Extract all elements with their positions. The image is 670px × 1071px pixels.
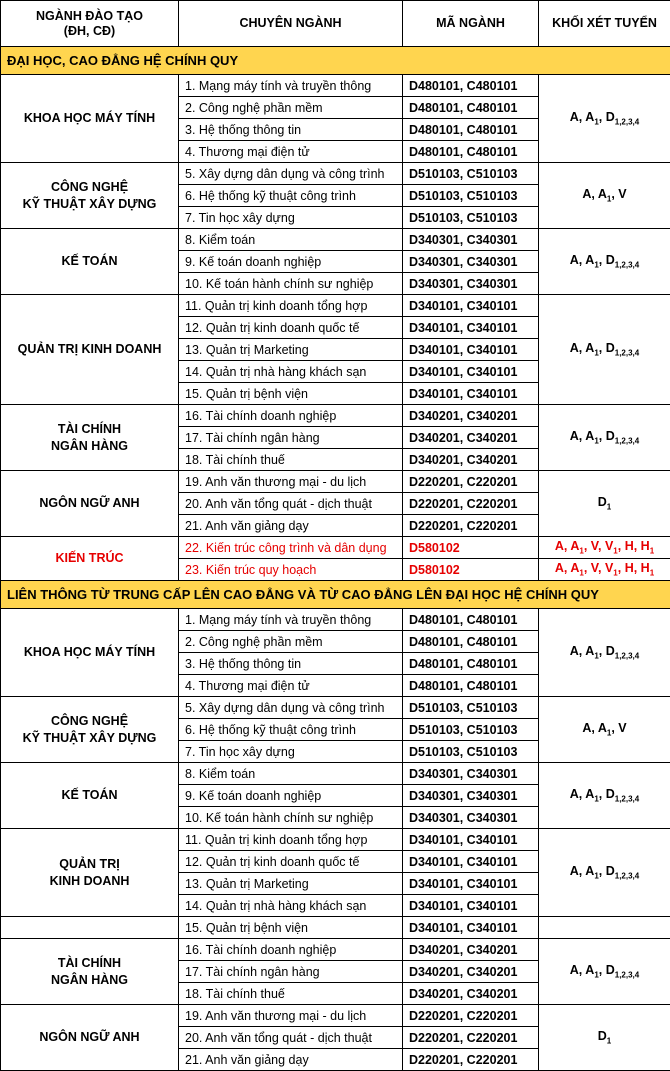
ma-nganh-cell: D480101, C480101 bbox=[403, 675, 539, 697]
chuyen-nganh-cell: 21. Anh văn giảng dạy bbox=[179, 515, 403, 537]
chuyen-nganh-cell: 18. Tài chính thuế bbox=[179, 983, 403, 1005]
table-row bbox=[1, 763, 670, 785]
ma-nganh-cell: D340101, C340101 bbox=[403, 917, 539, 939]
nganh-label: TÀI CHÍNH NGÂN HÀNG bbox=[1, 421, 178, 455]
chuyen-nganh-cell: 16. Tài chính doanh nghiệp bbox=[179, 939, 403, 961]
ma-nganh-cell: D340101, C340101 bbox=[403, 829, 539, 851]
khoi-cell: A, $A_1$, V bbox=[539, 697, 670, 763]
section-title: ĐẠI HỌC, CAO ĐẲNG HỆ CHÍNH QUY bbox=[1, 47, 670, 75]
chuyen-nganh-cell: 13. Quản trị Marketing bbox=[179, 339, 403, 361]
nganh-label: TÀI CHÍNH NGÂN HÀNG bbox=[1, 955, 178, 989]
table-row bbox=[1, 75, 670, 97]
ma-nganh-cell: D480101, C480101 bbox=[403, 75, 539, 97]
khoi-cell: A, $A_1$, V bbox=[539, 163, 670, 229]
chuyen-nganh-cell: 16. Tài chính doanh nghiệp bbox=[179, 405, 403, 427]
chuyen-nganh-cell: 21. Anh văn giảng dạy bbox=[179, 1049, 403, 1071]
khoi-cell: $D_1$ bbox=[539, 1005, 670, 1071]
chuyen-nganh-cell: 11. Quản trị kinh doanh tổng hợp bbox=[179, 829, 403, 851]
header-ma-nganh: MÃ NGÀNH bbox=[403, 1, 539, 47]
chuyen-nganh-cell: 4. Thương mại điện tử bbox=[179, 141, 403, 163]
table-row bbox=[1, 229, 670, 251]
chuyen-nganh-cell: 5. Xây dựng dân dụng và công trình bbox=[179, 163, 403, 185]
section-title: LIÊN THÔNG TỪ TRUNG CẤP LÊN CAO ĐẲNG VÀ TỪ CAO ĐẲNG LÊN ĐẠI HỌC HỆ CHÍNH QUY bbox=[1, 581, 670, 609]
chuyen-nganh-cell: 7. Tin học xây dựng bbox=[179, 741, 403, 763]
nganh-cell bbox=[1, 939, 179, 1005]
chuyen-nganh-cell: 17. Tài chính ngân hàng bbox=[179, 427, 403, 449]
ma-nganh-cell: D220201, C220201 bbox=[403, 515, 539, 537]
nganh-label: QUẢN TRỊ KINH DOANH bbox=[1, 341, 178, 358]
ma-nganh-cell: D510103, C510103 bbox=[403, 719, 539, 741]
chuyen-nganh-cell: 10. Kế toán hành chính sư nghiệp bbox=[179, 807, 403, 829]
nganh-label: KHOA HỌC MÁY TÍNH bbox=[1, 110, 178, 127]
nganh-label: QUẢN TRỊ KINH DOANH bbox=[1, 856, 178, 890]
khoi-cell: A, $A_1$, $D_{1,2,3,4}$ bbox=[539, 405, 670, 471]
chuyen-nganh-cell: 18. Tài chính thuế bbox=[179, 449, 403, 471]
nganh-cell bbox=[1, 295, 179, 405]
nganh-label: CÔNG NGHỆ KỸ THUẬT XÂY DỰNG bbox=[1, 179, 178, 213]
header-khoi: KHỐI XÉT TUYỂN bbox=[539, 1, 670, 47]
chuyen-nganh-cell: 14. Quản trị nhà hàng khách sạn bbox=[179, 895, 403, 917]
ma-nganh-cell: D220201, C220201 bbox=[403, 1027, 539, 1049]
nganh-cell bbox=[1, 917, 179, 939]
ma-nganh-cell: D480101, C480101 bbox=[403, 653, 539, 675]
ma-nganh-cell: D340101, C340101 bbox=[403, 383, 539, 405]
chuyen-nganh-cell: 2. Công nghệ phần mềm bbox=[179, 631, 403, 653]
ma-nganh-cell: D220201, C220201 bbox=[403, 471, 539, 493]
ma-nganh-cell: D480101, C480101 bbox=[403, 119, 539, 141]
table-row bbox=[1, 917, 670, 939]
khoi-cell bbox=[539, 917, 670, 939]
section-header-row bbox=[1, 581, 670, 609]
ma-nganh-cell: D340201, C340201 bbox=[403, 939, 539, 961]
ma-nganh-cell: D340301, C340301 bbox=[403, 763, 539, 785]
chuyen-nganh-cell: 19. Anh văn thương mại - du lịch bbox=[179, 1005, 403, 1027]
ma-nganh-cell: D580102 bbox=[403, 537, 539, 559]
section-header-row bbox=[1, 47, 670, 75]
khoi-cell: A, $A_1$, V, $V_1$, H, $H_1$ bbox=[539, 559, 670, 581]
ma-nganh-cell: D220201, C220201 bbox=[403, 493, 539, 515]
chuyen-nganh-cell: 20. Anh văn tổng quát - dịch thuật bbox=[179, 1027, 403, 1049]
chuyen-nganh-cell: 9. Kế toán doanh nghiệp bbox=[179, 251, 403, 273]
chuyen-nganh-cell: 23. Kiến trúc quy hoạch bbox=[179, 559, 403, 581]
chuyen-nganh-cell: 19. Anh văn thương mại - du lịch bbox=[179, 471, 403, 493]
chuyen-nganh-cell: 12. Quản trị kinh doanh quốc tế bbox=[179, 851, 403, 873]
table-row bbox=[1, 163, 670, 185]
nganh-cell bbox=[1, 229, 179, 295]
chuyen-nganh-cell: 13. Quản trị Marketing bbox=[179, 873, 403, 895]
chuyen-nganh-cell: 3. Hệ thống thông tin bbox=[179, 119, 403, 141]
table-row bbox=[1, 295, 670, 317]
nganh-label: NGÔN NGỮ ANH bbox=[1, 1029, 178, 1046]
ma-nganh-cell: D510103, C510103 bbox=[403, 185, 539, 207]
nganh-cell bbox=[1, 405, 179, 471]
chuyen-nganh-cell: 22. Kiến trúc công trình và dân dụng bbox=[179, 537, 403, 559]
ma-nganh-cell: D340101, C340101 bbox=[403, 339, 539, 361]
ma-nganh-cell: D510103, C510103 bbox=[403, 207, 539, 229]
nganh-cell bbox=[1, 609, 179, 697]
nganh-label: NGÔN NGỮ ANH bbox=[1, 495, 178, 512]
ma-nganh-cell: D340301, C340301 bbox=[403, 251, 539, 273]
ma-nganh-cell: D480101, C480101 bbox=[403, 631, 539, 653]
ma-nganh-cell: D580102 bbox=[403, 559, 539, 581]
nganh-cell bbox=[1, 829, 179, 917]
chuyen-nganh-cell: 6. Hệ thống kỹ thuật công trình bbox=[179, 185, 403, 207]
chuyen-nganh-cell: 10. Kế toán hành chính sư nghiệp bbox=[179, 273, 403, 295]
chuyen-nganh-cell: 8. Kiểm toán bbox=[179, 763, 403, 785]
ma-nganh-cell: D340201, C340201 bbox=[403, 961, 539, 983]
nganh-cell bbox=[1, 537, 179, 581]
chuyen-nganh-cell: 9. Kế toán doanh nghiệp bbox=[179, 785, 403, 807]
khoi-cell: A, $A_1$, V, $V_1$, H, $H_1$ bbox=[539, 537, 670, 559]
khoi-cell: A, $A_1$, $D_{1,2,3,4}$ bbox=[539, 763, 670, 829]
ma-nganh-cell: D480101, C480101 bbox=[403, 609, 539, 631]
chuyen-nganh-cell: 1. Mạng máy tính và truyền thông bbox=[179, 75, 403, 97]
ma-nganh-cell: D480101, C480101 bbox=[403, 97, 539, 119]
ma-nganh-cell: D220201, C220201 bbox=[403, 1049, 539, 1071]
khoi-cell: A, $A_1$, $D_{1,2,3,4}$ bbox=[539, 229, 670, 295]
table-row bbox=[1, 697, 670, 719]
chuyen-nganh-cell: 15. Quản trị bệnh viện bbox=[179, 383, 403, 405]
ma-nganh-cell: D510103, C510103 bbox=[403, 697, 539, 719]
chuyen-nganh-cell: 6. Hệ thống kỹ thuật công trình bbox=[179, 719, 403, 741]
ma-nganh-cell: D340101, C340101 bbox=[403, 317, 539, 339]
khoi-cell: A, $A_1$, $D_{1,2,3,4}$ bbox=[539, 75, 670, 163]
table-row bbox=[1, 609, 670, 631]
table-row bbox=[1, 537, 670, 559]
ma-nganh-cell: D340201, C340201 bbox=[403, 449, 539, 471]
khoi-cell: A, $A_1$, $D_{1,2,3,4}$ bbox=[539, 609, 670, 697]
nganh-label: CÔNG NGHỆ KỸ THUẬT XÂY DỰNG bbox=[1, 713, 178, 747]
nganh-label: KẾ TOÁN bbox=[1, 787, 178, 804]
ma-nganh-cell: D340301, C340301 bbox=[403, 807, 539, 829]
table-row bbox=[1, 829, 670, 851]
chuyen-nganh-cell: 7. Tin học xây dựng bbox=[179, 207, 403, 229]
table-row bbox=[1, 939, 670, 961]
chuyen-nganh-cell: 3. Hệ thống thông tin bbox=[179, 653, 403, 675]
nganh-cell bbox=[1, 471, 179, 537]
chuyen-nganh-cell: 12. Quản trị kinh doanh quốc tế bbox=[179, 317, 403, 339]
ma-nganh-cell: D340101, C340101 bbox=[403, 851, 539, 873]
nganh-cell bbox=[1, 763, 179, 829]
chuyen-nganh-cell: 17. Tài chính ngân hàng bbox=[179, 961, 403, 983]
nganh-label: KHOA HỌC MÁY TÍNH bbox=[1, 644, 178, 661]
chuyen-nganh-cell: 4. Thương mại điện tử bbox=[179, 675, 403, 697]
ma-nganh-cell: D340101, C340101 bbox=[403, 361, 539, 383]
table-row bbox=[1, 471, 670, 493]
chuyen-nganh-cell: 2. Công nghệ phần mềm bbox=[179, 97, 403, 119]
ma-nganh-cell: D340301, C340301 bbox=[403, 229, 539, 251]
ma-nganh-cell: D510103, C510103 bbox=[403, 163, 539, 185]
chuyen-nganh-cell: 14. Quản trị nhà hàng khách sạn bbox=[179, 361, 403, 383]
ma-nganh-cell: D340301, C340301 bbox=[403, 273, 539, 295]
nganh-cell bbox=[1, 697, 179, 763]
ma-nganh-cell: D340301, C340301 bbox=[403, 785, 539, 807]
header-chuyen-nganh: CHUYÊN NGÀNH bbox=[179, 1, 403, 47]
table-row bbox=[1, 1005, 670, 1027]
chuyen-nganh-cell: 1. Mạng máy tính và truyền thông bbox=[179, 609, 403, 631]
ma-nganh-cell: D480101, C480101 bbox=[403, 141, 539, 163]
nganh-cell bbox=[1, 163, 179, 229]
chuyen-nganh-cell: 11. Quản trị kinh doanh tổng hợp bbox=[179, 295, 403, 317]
nganh-label: KẾ TOÁN bbox=[1, 253, 178, 270]
ma-nganh-cell: D340201, C340201 bbox=[403, 983, 539, 1005]
ma-nganh-cell: D510103, C510103 bbox=[403, 741, 539, 763]
chuyen-nganh-cell: 15. Quản trị bệnh viện bbox=[179, 917, 403, 939]
table-row bbox=[1, 405, 670, 427]
khoi-cell: A, $A_1$, $D_{1,2,3,4}$ bbox=[539, 295, 670, 405]
nganh-cell bbox=[1, 75, 179, 163]
nganh-cell bbox=[1, 1005, 179, 1071]
ma-nganh-cell: D340101, C340101 bbox=[403, 895, 539, 917]
chuyen-nganh-cell: 20. Anh văn tổng quát - dịch thuật bbox=[179, 493, 403, 515]
header-nganh: NGÀNH ĐÀO TẠO (ĐH, CĐ) bbox=[1, 1, 179, 47]
header-row bbox=[1, 1, 670, 47]
nganh-label: KIẾN TRÚC bbox=[1, 550, 178, 567]
ma-nganh-cell: D340101, C340101 bbox=[403, 873, 539, 895]
khoi-cell: A, $A_1$, $D_{1,2,3,4}$ bbox=[539, 829, 670, 917]
chuyen-nganh-cell: 8. Kiểm toán bbox=[179, 229, 403, 251]
khoi-cell: $D_1$ bbox=[539, 471, 670, 537]
ma-nganh-cell: D220201, C220201 bbox=[403, 1005, 539, 1027]
ma-nganh-cell: D340201, C340201 bbox=[403, 427, 539, 449]
khoi-cell: A, $A_1$, $D_{1,2,3,4}$ bbox=[539, 939, 670, 1005]
ma-nganh-cell: D340101, C340101 bbox=[403, 295, 539, 317]
chuyen-nganh-cell: 5. Xây dựng dân dụng và công trình bbox=[179, 697, 403, 719]
ma-nganh-cell: D340201, C340201 bbox=[403, 405, 539, 427]
